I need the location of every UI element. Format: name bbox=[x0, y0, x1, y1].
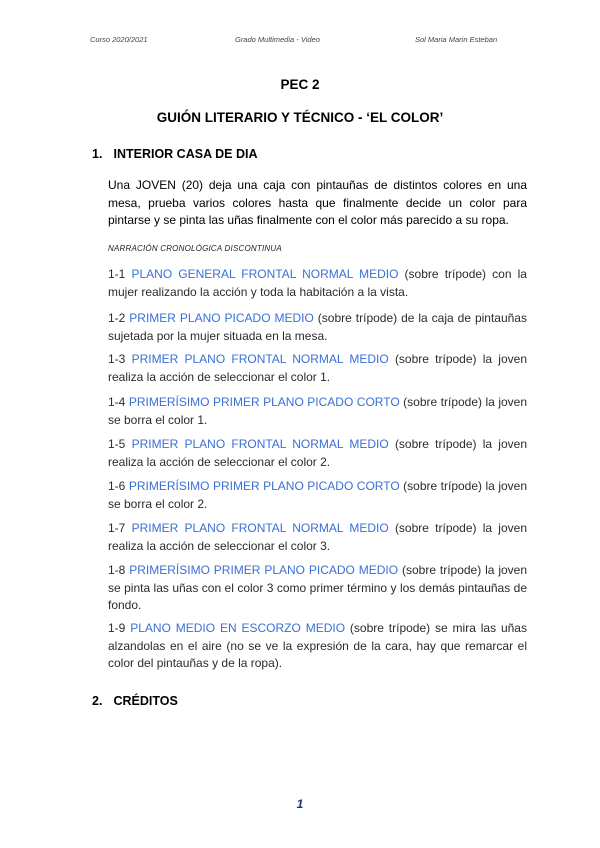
shot-description: (sobre trípode) con la mujer realizando la acción y toda la habitación a la vista. bbox=[108, 267, 527, 299]
shot-type: PRIMER PLANO FRONTAL NORMAL MEDIO bbox=[131, 521, 389, 535]
shot-item bbox=[108, 351, 527, 386]
shot-item bbox=[108, 266, 527, 301]
shot-description: (sobre trípode) la joven se pinta las uñas con el color 3 como primer término y los demás pintauñas de fondo. bbox=[108, 563, 528, 612]
shot-type: PLANO MEDIO EN ESCORZO MEDIO bbox=[130, 621, 346, 635]
shot-item bbox=[108, 436, 527, 471]
shot-description: (sobre trípode) la joven realiza la acción de seleccionar el color 2. bbox=[108, 437, 527, 469]
header-course: Curso 2020/2021 bbox=[90, 35, 148, 44]
shot-id: 1-5 bbox=[108, 437, 132, 451]
shot-id: 1-2 bbox=[108, 311, 130, 325]
shot-id: 1-8 bbox=[108, 563, 130, 577]
shot-type: PRIMER PLANO FRONTAL NORMAL MEDIO bbox=[131, 352, 389, 366]
section-number: 1. bbox=[92, 147, 103, 161]
shot-id: 1-9 bbox=[108, 621, 131, 635]
page-subtitle: GUIÓN LITERARIO Y TÉCNICO - ‘EL COLOR’ bbox=[156, 110, 444, 125]
section-heading-2 bbox=[92, 694, 178, 708]
narration-label: NARRACIÓN CRONOLÓGICA DISCONTINUA bbox=[108, 244, 282, 253]
shot-type: PRIMER PLANO PICADO MEDIO bbox=[129, 311, 314, 325]
section-heading-1 bbox=[92, 147, 257, 161]
shot-id: 1-7 bbox=[108, 521, 132, 535]
page-number: 1 bbox=[296, 797, 304, 811]
shot-description: (sobre trípode) la joven realiza la acción de seleccionar el color 1. bbox=[108, 352, 527, 384]
shot-type: PRIMERÍSIMO PRIMER PLANO PICADO MEDIO bbox=[129, 563, 399, 577]
shot-description: (sobre trípode) la joven se borra el color 1. bbox=[108, 395, 528, 427]
shot-description: (sobre trípode) la joven se borra el color 2. bbox=[108, 479, 528, 511]
shot-type: PRIMER PLANO FRONTAL NORMAL MEDIO bbox=[131, 437, 389, 451]
shot-id: 1-1 bbox=[108, 267, 132, 281]
page-title: PEC 2 bbox=[280, 77, 320, 92]
section-title: INTERIOR CASA DE DIA bbox=[113, 147, 258, 161]
shot-id: 1-6 bbox=[108, 479, 129, 493]
shot-type: PLANO GENERAL FRONTAL NORMAL MEDIO bbox=[131, 267, 399, 281]
shot-id: 1-4 bbox=[108, 395, 129, 409]
shot-description: (sobre trípode) la joven realiza la acción de seleccionar el color 3. bbox=[108, 521, 527, 553]
shot-description: (sobre trípode) de la caja de pintauñas sujetada por la mujer situada en la mesa. bbox=[108, 311, 527, 343]
shot-item bbox=[108, 620, 527, 673]
shot-item bbox=[108, 478, 527, 513]
header-author: Sol Maria Marin Esteban bbox=[415, 35, 498, 44]
section-title: CRÉDITOS bbox=[113, 694, 178, 708]
shot-item bbox=[108, 520, 527, 555]
shot-type: PRIMERÍSIMO PRIMER PLANO PICADO CORTO bbox=[128, 395, 400, 409]
shot-item bbox=[108, 310, 527, 345]
shot-description: (sobre trípode) se mira las uñas alzandolas en el aire (no se ve la expresión de la cara, hay que remarcar el color del pintauñas y de la ropa). bbox=[108, 621, 527, 670]
intro-paragraph: Una JOVEN (20) deja una caja con pintauñas de distintos colores en una mesa, prueba varios colores hasta que finalmente decide un color para pintarse y se pinta las uñas finalmente con el color más parecido a su ropa. bbox=[108, 178, 527, 227]
shot-item bbox=[108, 394, 527, 429]
header-degree: Grado Multimedia - Video bbox=[235, 35, 320, 44]
shot-item bbox=[108, 562, 527, 615]
section-number: 2. bbox=[92, 694, 103, 708]
shot-type: PRIMERÍSIMO PRIMER PLANO PICADO CORTO bbox=[128, 479, 400, 493]
shot-id: 1-3 bbox=[108, 352, 132, 366]
